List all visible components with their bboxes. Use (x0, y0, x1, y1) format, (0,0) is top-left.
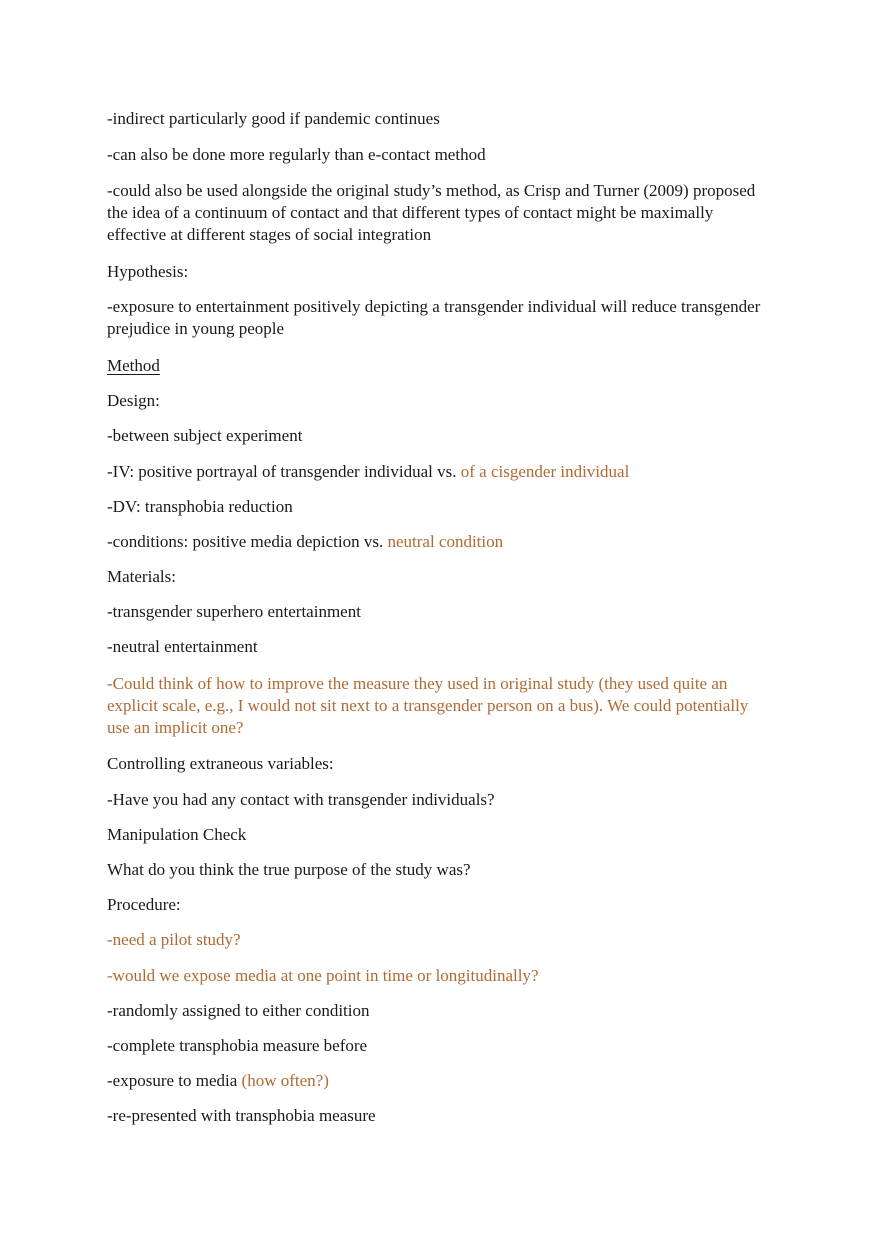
iv-highlight: of a cisgender individual (460, 462, 630, 481)
material-item-1: -transgender superhero entertainment (107, 602, 361, 621)
procedure-step-2: -complete transphobia measure before (107, 1036, 368, 1055)
iv-line (107, 461, 629, 483)
dv-line: -DV: transphobia reduction (107, 497, 293, 516)
pilot-note: -need a pilot study? (107, 930, 241, 949)
expose-note: -would we expose media at one point in time or longitudinally? (107, 966, 539, 985)
controlling-question: -Have you had any contact with transgender individuals? (107, 790, 495, 809)
design-type: -between subject experiment (107, 426, 303, 445)
step-3-text: -exposure to media (107, 1071, 242, 1090)
design-heading: Design: (107, 391, 160, 410)
hypothesis-text: -exposure to entertainment positively depicting a transgender individual will reduce transgender prejudice in young people (107, 297, 761, 338)
method-heading: Method (107, 356, 160, 375)
paragraph-continuum: -could also be used alongside the original study’s method, as Crisp and Turner (2009) proposed the idea of a continuum of contact and that different types of contact might be maximally effective at different stages of social integration (107, 181, 756, 244)
materials-heading: Materials: (107, 567, 176, 586)
manipulation-question: What do you think the true purpose of the study was? (107, 860, 471, 879)
controlling-heading: Controlling extraneous variables: (107, 754, 334, 773)
manipulation-heading: Manipulation Check (107, 825, 247, 844)
paragraph-regularity: -can also be done more regularly than e-contact method (107, 145, 486, 164)
procedure-heading: Procedure: (107, 895, 181, 914)
paragraph-indirect: -indirect particularly good if pandemic continues (107, 109, 440, 128)
conditions-line (107, 531, 503, 553)
conditions-highlight: neutral condition (387, 532, 504, 551)
hypothesis-heading: Hypothesis: (107, 262, 189, 281)
procedure-step-3 (107, 1070, 329, 1092)
conditions-text: -conditions: positive media depiction vs. (107, 532, 388, 551)
step-3-highlight: (how often?) (241, 1071, 329, 1090)
iv-text: -IV: positive portrayal of transgender individual vs. (107, 462, 461, 481)
procedure-step-1: -randomly assigned to either condition (107, 1001, 370, 1020)
procedure-step-4: -re-presented with transphobia measure (107, 1106, 376, 1125)
material-item-2: -neutral entertainment (107, 637, 258, 656)
measure-note: -Could think of how to improve the measure they used in original study (they used quite an explicit scale, e.g., I would not sit next to a transgender person on a bus). We could potentially use an implicit one? (107, 674, 749, 737)
